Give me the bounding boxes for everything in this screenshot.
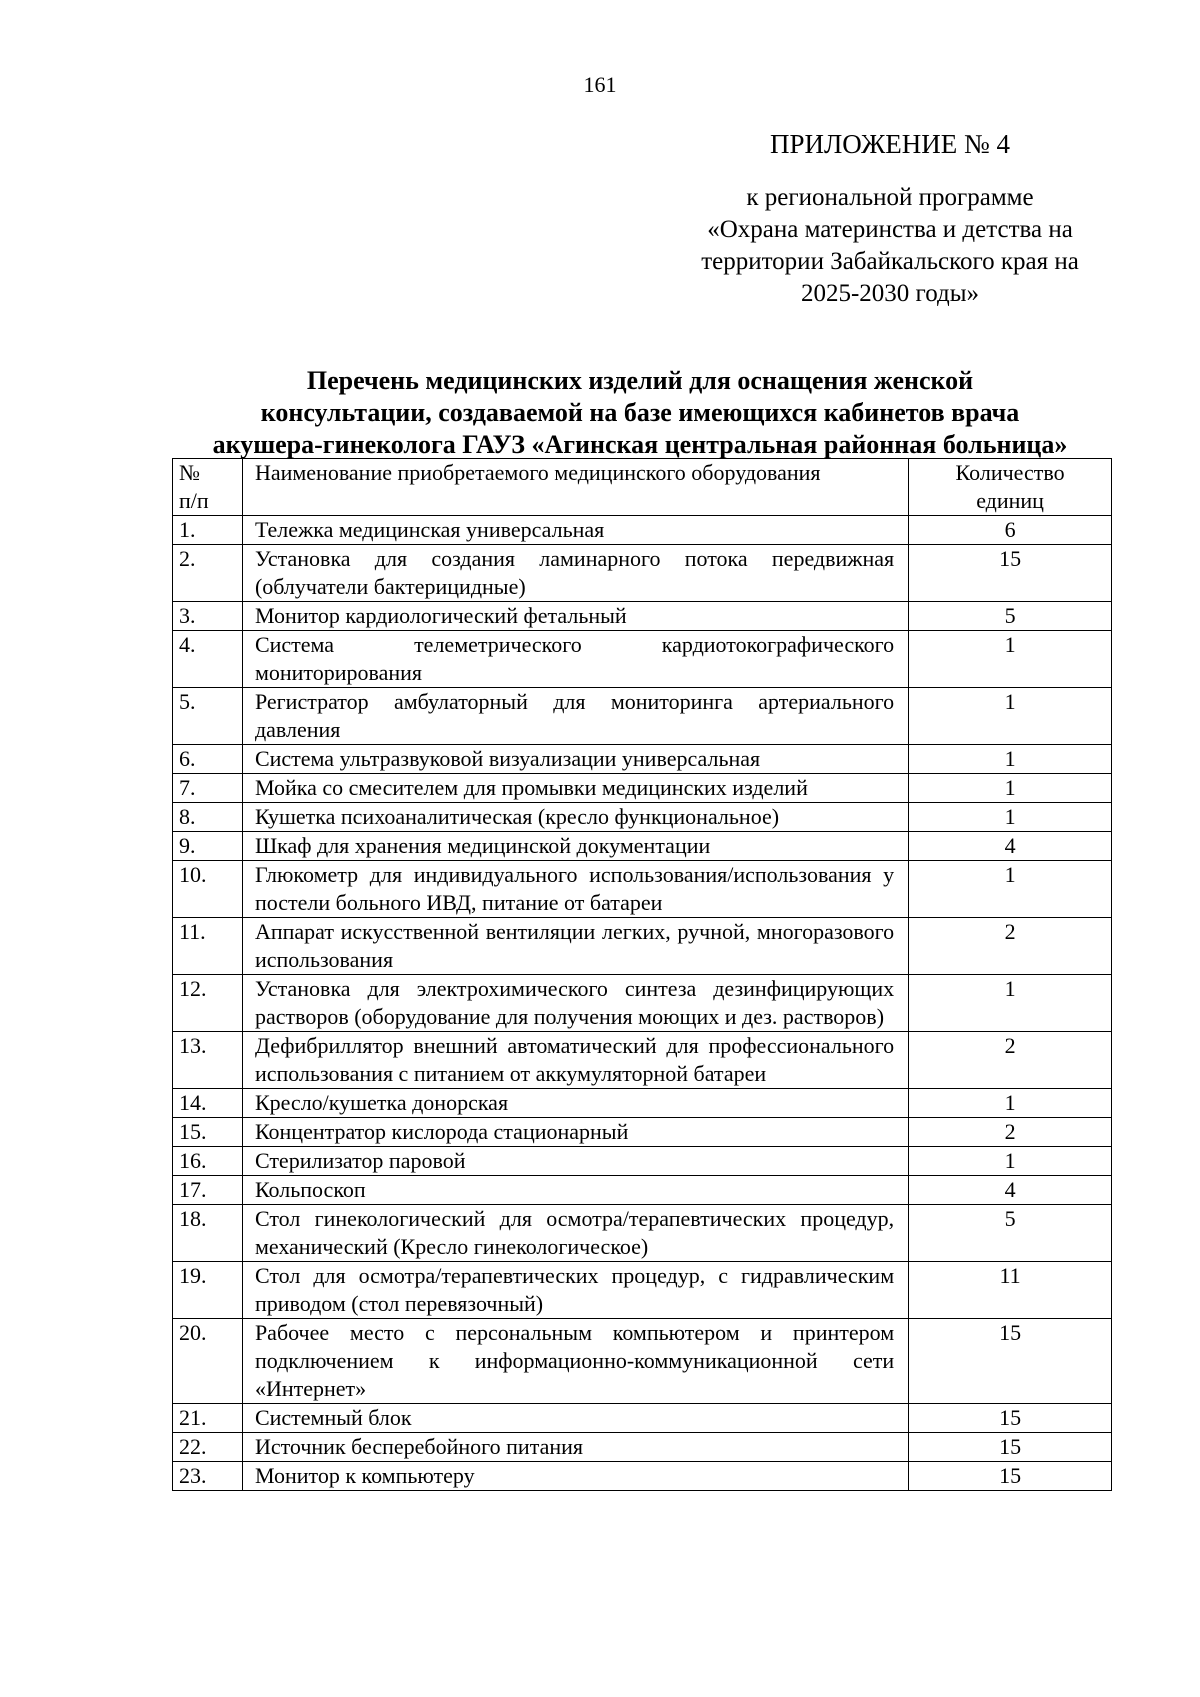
row-equipment-name: Рабочее место с персональным компьютером и принтером подключением к информационно-коммуникационной сети «Интернет» — [242, 1319, 908, 1404]
row-equipment-name: Шкаф для хранения медицинской документации — [242, 832, 908, 861]
appendix-line: «Охрана материнства и детства на — [707, 216, 1073, 243]
table-row — [173, 1032, 1112, 1089]
row-equipment-name: Концентратор кислорода стационарный — [242, 1118, 908, 1147]
row-quantity: 1 — [909, 774, 1112, 803]
row-equipment-name: Дефибриллятор внешний автоматический для профессионального использования с питанием от аккумуляторной батареи — [242, 1032, 908, 1089]
row-quantity: 15 — [909, 1433, 1112, 1462]
row-equipment-name: Кушетка психоаналитическая (кресло функциональное) — [242, 803, 908, 832]
row-equipment-name: Регистратор амбулаторный для мониторинга артериального давления — [242, 688, 908, 745]
row-quantity: 5 — [909, 1205, 1112, 1262]
table-row — [173, 803, 1112, 832]
table-body — [173, 516, 1112, 1491]
row-number: 13. — [173, 1032, 243, 1089]
row-number: 4. — [173, 631, 243, 688]
row-equipment-name: Системный блок — [242, 1404, 908, 1433]
row-equipment-name: Кресло/кушетка донорская — [242, 1089, 908, 1118]
row-quantity: 1 — [909, 631, 1112, 688]
row-equipment-name: Кольпоскоп — [242, 1176, 908, 1205]
row-equipment-name: Тележка медицинская универсальная — [242, 516, 908, 545]
row-number: 2. — [173, 545, 243, 602]
header-number-line1: № — [179, 460, 200, 485]
row-equipment-name: Монитор к компьютеру — [242, 1462, 908, 1491]
row-equipment-name: Система телеметрического кардиотокографического мониторирования — [242, 631, 908, 688]
table-row — [173, 832, 1112, 861]
row-number: 21. — [173, 1404, 243, 1433]
row-quantity: 4 — [909, 1176, 1112, 1205]
appendix-title: ПРИЛОЖЕНИЕ № 4 — [769, 129, 1011, 159]
table-row — [173, 1404, 1112, 1433]
row-quantity: 15 — [909, 545, 1112, 602]
row-quantity: 15 — [909, 1462, 1112, 1491]
row-number: 17. — [173, 1176, 243, 1205]
table-row — [173, 1089, 1112, 1118]
table-row — [173, 688, 1112, 745]
appendix-line: к региональной программе — [746, 184, 1034, 211]
row-number: 16. — [173, 1147, 243, 1176]
document-title-line: Перечень медицинских изделий для оснащения женской — [306, 366, 974, 395]
row-quantity: 11 — [909, 1262, 1112, 1319]
table-row — [173, 1433, 1112, 1462]
table-row — [173, 1319, 1112, 1404]
table-row — [173, 545, 1112, 602]
row-number: 7. — [173, 774, 243, 803]
appendix-line: территории Забайкальского края на — [701, 248, 1079, 275]
table-row — [173, 918, 1112, 975]
row-quantity: 1 — [909, 861, 1112, 918]
row-equipment-name: Стол гинекологический для осмотра/терапевтических процедур, механический (Кресло гинекологическое) — [242, 1205, 908, 1262]
document-title — [160, 365, 1120, 461]
header-number — [173, 459, 243, 516]
row-equipment-name: Стол для осмотра/терапевтических процедур, с гидравлическим приводом (стол перевязочный) — [242, 1262, 908, 1319]
page-number: 161 — [583, 72, 617, 97]
row-quantity: 2 — [909, 1032, 1112, 1089]
row-quantity: 1 — [909, 975, 1112, 1032]
row-quantity: 2 — [909, 1118, 1112, 1147]
row-number: 8. — [173, 803, 243, 832]
row-quantity: 15 — [909, 1319, 1112, 1404]
row-number: 11. — [173, 918, 243, 975]
row-equipment-name: Мойка со смесителем для промывки медицинских изделий — [242, 774, 908, 803]
table-header-row — [173, 459, 1112, 516]
table-row — [173, 745, 1112, 774]
row-number: 22. — [173, 1433, 243, 1462]
table-row — [173, 631, 1112, 688]
table-row — [173, 1118, 1112, 1147]
row-quantity: 5 — [909, 602, 1112, 631]
table-row — [173, 1262, 1112, 1319]
table-row — [173, 516, 1112, 545]
row-number: 23. — [173, 1462, 243, 1491]
table-row — [173, 602, 1112, 631]
row-number: 9. — [173, 832, 243, 861]
table-row — [173, 1462, 1112, 1491]
row-number: 1. — [173, 516, 243, 545]
row-quantity: 1 — [909, 745, 1112, 774]
table-row — [173, 861, 1112, 918]
header-quantity-line1: Количество — [955, 460, 1065, 485]
table-row — [173, 1205, 1112, 1262]
header-name: Наименование приобретаемого медицинского оборудования — [242, 459, 908, 516]
document-title-line: консультации, создаваемой на базе имеющихся кабинетов врача — [260, 398, 1020, 427]
row-number: 6. — [173, 745, 243, 774]
row-quantity: 1 — [909, 1147, 1112, 1176]
row-number: 18. — [173, 1205, 243, 1262]
row-number: 15. — [173, 1118, 243, 1147]
row-number: 19. — [173, 1262, 243, 1319]
row-quantity: 1 — [909, 1089, 1112, 1118]
row-equipment-name: Установка для электрохимического синтеза дезинфицирующих растворов (оборудование для получения моющих и дез. растворов) — [242, 975, 908, 1032]
row-number: 20. — [173, 1319, 243, 1404]
row-number: 14. — [173, 1089, 243, 1118]
header-quantity-line2: единиц — [976, 488, 1044, 513]
row-number: 12. — [173, 975, 243, 1032]
table-row — [173, 1147, 1112, 1176]
document-title-line: акушера-гинеколога ГАУЗ «Агинская центральная районная больница» — [212, 430, 1068, 459]
table-row — [173, 1176, 1112, 1205]
row-equipment-name: Монитор кардиологический фетальный — [242, 602, 908, 631]
appendix-header — [680, 128, 1100, 310]
row-quantity: 6 — [909, 516, 1112, 545]
row-number: 3. — [173, 602, 243, 631]
row-quantity: 1 — [909, 688, 1112, 745]
row-equipment-name: Стерилизатор паровой — [242, 1147, 908, 1176]
row-quantity: 2 — [909, 918, 1112, 975]
row-quantity: 4 — [909, 832, 1112, 861]
appendix-line: 2025-2030 годы» — [800, 280, 979, 307]
row-equipment-name: Аппарат искусственной вентиляции легких, ручной, многоразового использования — [242, 918, 908, 975]
row-equipment-name: Установка для создания ламинарного потока передвижная (облучатели бактерицидные) — [242, 545, 908, 602]
row-equipment-name: Глюкометр для индивидуального использования/использования у постели больного ИВД, питание от батареи — [242, 861, 908, 918]
header-number-line2: п/п — [179, 488, 209, 513]
row-equipment-name: Система ультразвуковой визуализации универсальная — [242, 745, 908, 774]
row-equipment-name: Источник бесперебойного питания — [242, 1433, 908, 1462]
row-number: 10. — [173, 861, 243, 918]
header-quantity — [909, 459, 1112, 516]
row-quantity: 15 — [909, 1404, 1112, 1433]
row-number: 5. — [173, 688, 243, 745]
row-quantity: 1 — [909, 803, 1112, 832]
table-row — [173, 975, 1112, 1032]
table-row — [173, 774, 1112, 803]
equipment-table — [172, 458, 1112, 1491]
